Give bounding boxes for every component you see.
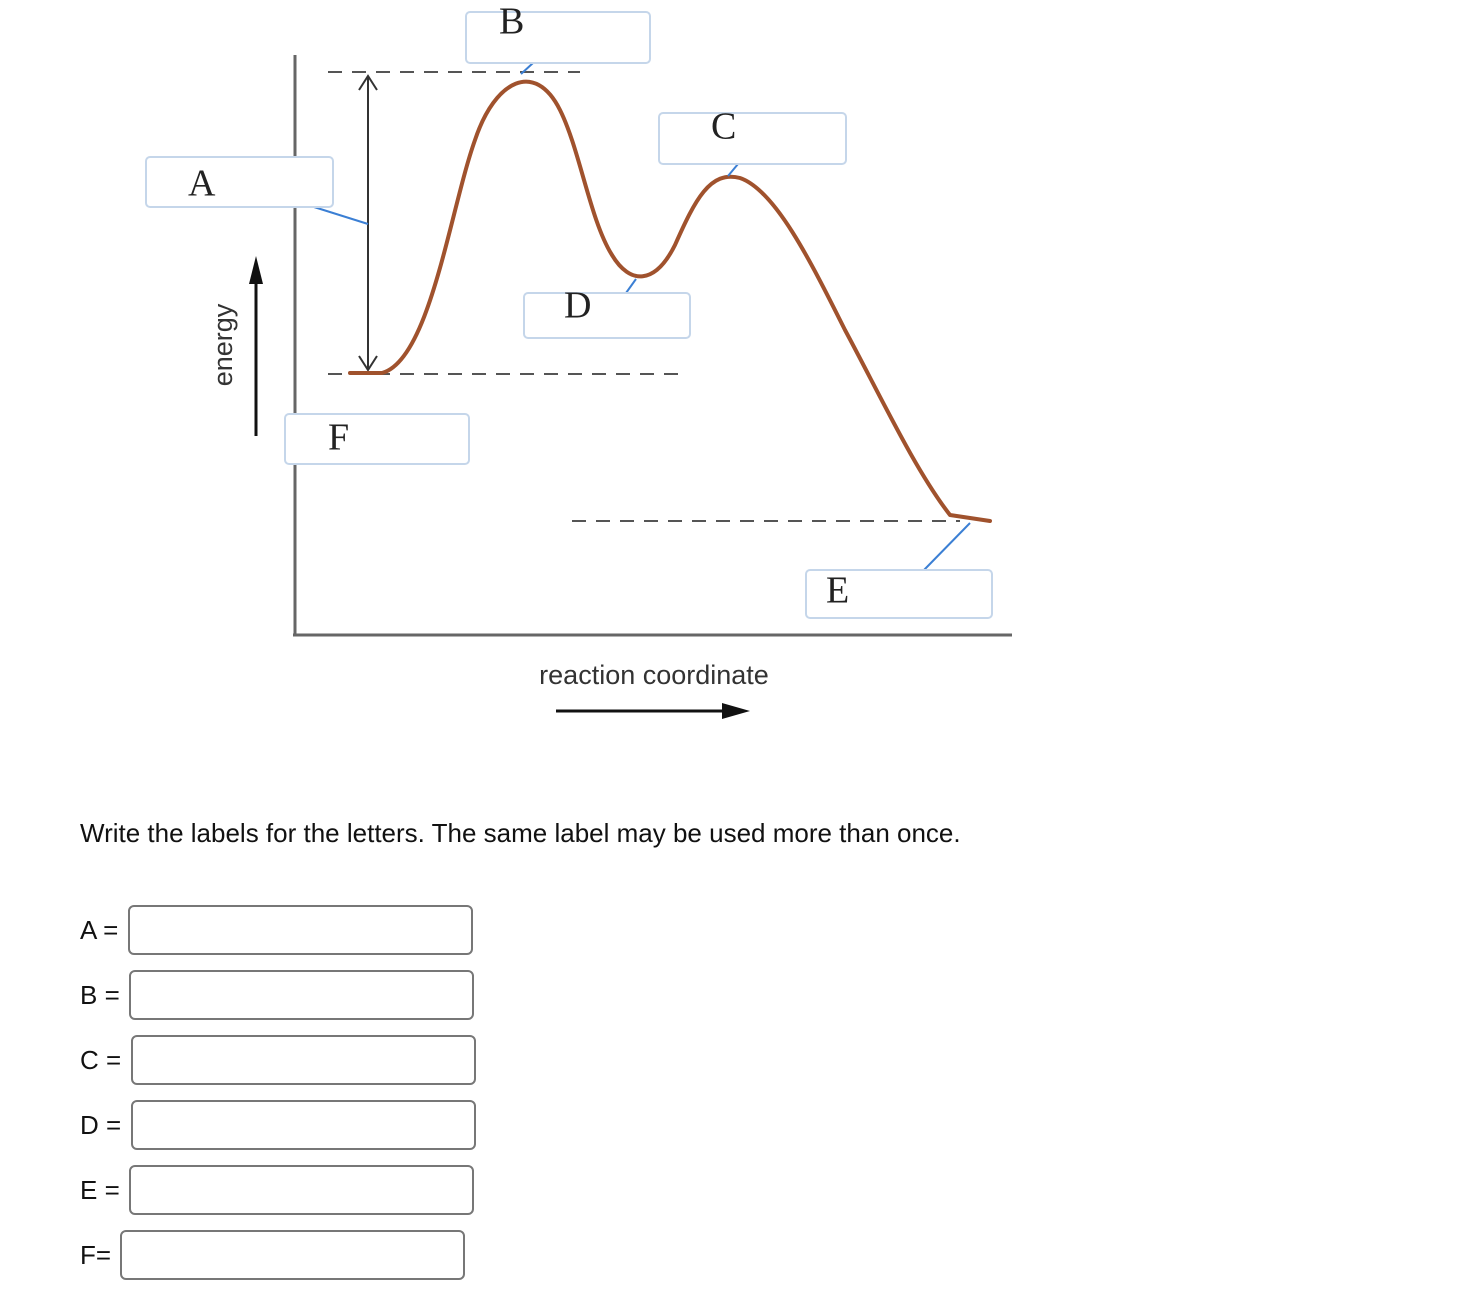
leader-line-c: [728, 164, 738, 176]
label-box-e: [806, 570, 992, 618]
x-axis-label: reaction coordinate: [539, 660, 769, 690]
label-box-c-letter: C: [711, 105, 737, 148]
label-box-a: [146, 157, 333, 207]
answer-label-f: F=: [80, 1240, 112, 1270]
label-box-f: [285, 414, 469, 464]
label-box-d: [524, 285, 690, 338]
answer-input-c[interactable]: [131, 1035, 476, 1085]
leader-line-d: [626, 279, 636, 293]
label-box-b-letter: B: [499, 0, 525, 43]
answer-label-e: E =: [80, 1175, 120, 1205]
answer-label-b: B =: [80, 980, 120, 1010]
y-axis-label: energy: [208, 303, 238, 387]
answer-label-a: A =: [80, 915, 119, 945]
leader-line-a: [314, 207, 368, 224]
label-box-d-letter: D: [564, 284, 592, 327]
answer-input-e[interactable]: [129, 1165, 474, 1215]
label-box-b: [466, 1, 650, 63]
instructions: Write the labels for the letters. The same label may be used more than once.: [80, 818, 961, 848]
answer-input-f[interactable]: [120, 1230, 465, 1280]
label-box-e-letter: E: [826, 569, 850, 612]
answer-input-d[interactable]: [131, 1100, 476, 1150]
label-box-a-letter: A: [188, 162, 216, 205]
label-box-f-letter: F: [328, 416, 350, 459]
answer-label-c: C =: [80, 1045, 122, 1075]
reaction-arrow-head: [722, 703, 750, 719]
answer-label-d: D =: [80, 1110, 122, 1140]
answer-input-b[interactable]: [129, 970, 474, 1020]
label-box-c: [659, 106, 846, 164]
leader-line-e: [924, 523, 970, 570]
energy-arrow-head: [249, 256, 263, 284]
answer-input-a[interactable]: [128, 905, 473, 955]
energy-diagram: [0, 0, 1100, 760]
